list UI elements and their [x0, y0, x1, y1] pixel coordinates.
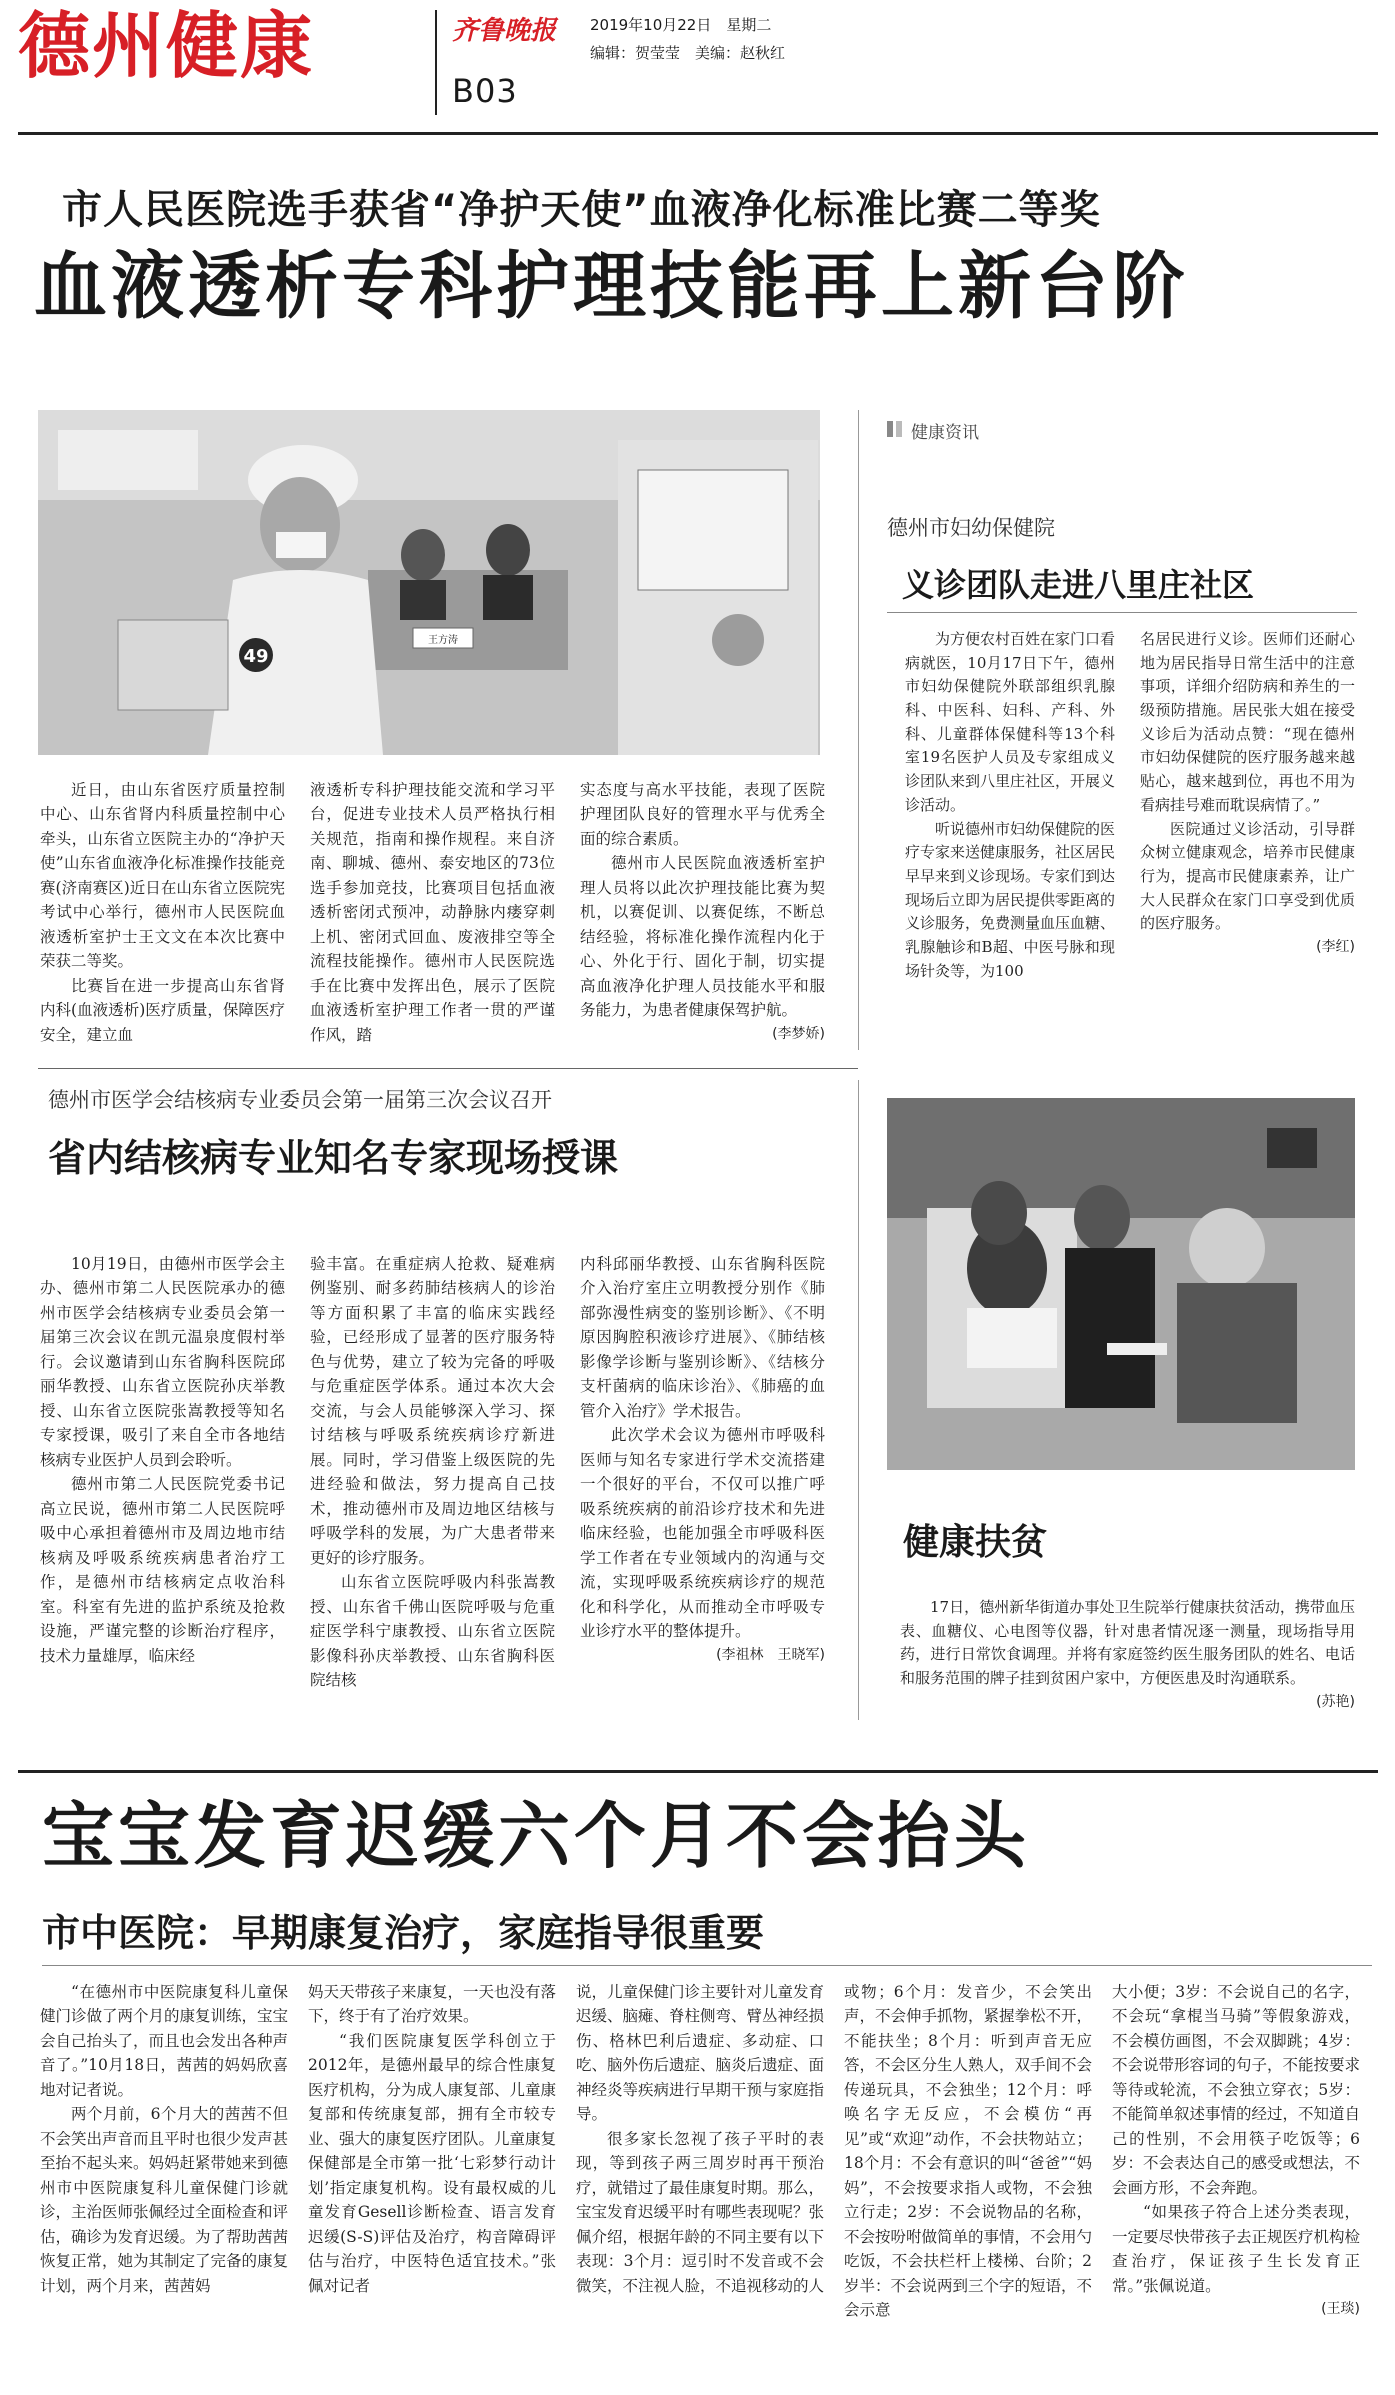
paragraph: 或物；6个月：发音少，不会笑出声，不会伸手抓物，紧握拳松不开，不能扶坐；8个月：听到声音无应答，不会区分生人熟人，双手间不会传递玩具，不会独坐；12个月：呼唤名字无反应，不会模仿“再见”或“欢迎”动作，不会扶物站立；18个月：不会有意识的叫“爸爸”“妈妈”，不会按要求指人或物，不会独立行走；2岁：不会说物品的名称，不会按吩咐做简单的事情，不会用勺吃饭，不会扶栏杆上楼梯、台阶；2岁半：不会说两到三个字的短语，不会示意 [844, 1983, 1092, 2320]
paragraph: “我们医院康复医学科创立于2012年，是德州最早的综合性康复医疗机构，分为成人康复部、儿童康复部和传统康复部，拥有全市较专业、强大的康复医疗团队。儿童康复保健部是全市第一批‘七彩梦行动计划’指定康复机构。设有最权威的儿童发育Gesell诊断检查、语言发育迟缓(S-S)评估及治疗，构音障碍评估与治疗，中医特色适宜技术。”张佩对记者 [308, 2031, 556, 2295]
article2-subtitle: 德州市医学会结核病专业委员会第一届第三次会议召开 [48, 1088, 552, 1112]
paragraph: 液透析专科护理技能交流和学习平台，促进专业技术人员严格执行相关规范，指南和操作规程。来自济南、聊城、德州、泰安地区的73位选手参加竞技，比赛项目包括血液透析密闭式预冲，动静脉内瘘穿刺上机、密闭式回血、废液排空等全流程技能操作。德州市人民医院选手在比赛中发挥出色，展示了医院血液透析室护理工作者一贯的严谨作风，踏 [310, 781, 555, 1044]
sidebar1-subtitle: 德州市妇幼保健院 [887, 516, 1055, 540]
paragraph: 说，儿童保健门诊主要针对儿童发育迟缓、脑瘫、脊柱侧弯、臂丛神经损伤、格林巴利后遗症、多动症、口吃、脑外伤后遗症、脑炎后遗症、面神经炎等疾病进行早期干预与家庭指导。 [576, 1983, 824, 2124]
article3-column-1 [40, 1980, 288, 2385]
paragraph: 比赛旨在进一步提高山东省肾内科(血液透析)医疗质量，保障医疗安全，建立血 [40, 976, 285, 1044]
sidebar1-column-1 [905, 628, 1115, 1048]
paragraph: “如果孩子符合上述分类表现，一定要尽快带孩子去正规医疗机构检查治疗，保证孩子生长发育正常。”张佩说道。 [1112, 2203, 1360, 2295]
sidebar1-column-2 [1140, 628, 1355, 1048]
desk-name-sign: 王方涛 [428, 635, 458, 646]
article3-column-3 [576, 1980, 824, 2385]
column-divider [858, 1080, 859, 1720]
article3-column-2 [308, 1980, 556, 2385]
paragraph: 两个月前，6个月大的茜茜不但不会笑出声音而且平时也很少发声甚至抬不起头来。妈妈赶紧带她来到德州市中医院康复科儿童保健门诊就诊，主治医师张佩经过全面检查和评估，确诊为发育迟缓。为了帮助茜茜恢复正常，她为其制定了完备的康复计划，两个月来，茜茜妈 [40, 2105, 288, 2295]
paragraph: 很多家长忽视了孩子平时的表现，等到孩子两三周岁时再干预治疗，就错过了最佳康复时期。那么，宝宝发育迟缓平时有哪些表现呢？张佩介绍，根据年龄的不同主要有以下表现：3个月：逗引时不发音或不会微笑，不注视人脸，不追视移动的人 [576, 2129, 824, 2295]
column-divider [858, 410, 859, 1050]
article2-column-3 [580, 1252, 825, 1712]
editor-credits: 编辑：贺莹莹 美编：赵秋红 [590, 44, 786, 62]
sidebar2-byline: (苏艳) [1316, 1693, 1355, 1710]
paragraph: 大小便；3岁：不会说自己的名字，不会玩“拿棍当马骑”等假象游戏，不会模仿画图，不会双脚跳；4岁：不会说带形容词的句子，不能按要求等待或轮流，不会独立穿衣；5岁：不能简单叙述事情的经过，不知道自己的性别，不会用筷子吃饭等；6岁：不会表达自己的感受或想法，不会画方形，不会奔跑。 [1112, 1983, 1360, 2197]
paragraph: 实态度与高水平技能，表现了医院护理团队良好的管理水平与优秀全面的综合素质。 [580, 781, 825, 848]
paragraph: 此次学术会议为德州市呼吸科医师与知名专家进行学术交流搭建一个很好的平台，不仅可以推广呼吸系统疾病的前沿诊疗技术和先进临床经验，也能加强全市呼吸科医学工作者在专业领域内的沟通与交流，实现呼吸系统疾病诊疗的规范化和科学化，从而推动全市呼吸专业诊疗水平的整体提升。 [580, 1426, 825, 1641]
section-rule-thick [18, 1770, 1378, 1773]
dialysis-nurse-photo [38, 410, 820, 755]
article1-column-1 [40, 778, 285, 1058]
health-poverty-relief-photo [887, 1098, 1355, 1470]
sidebar-rule [887, 612, 1357, 613]
paragraph: 10月19日，由德州市医学会主办、德州市第二人民医院承办的德州市医学会结核病专业委员会第一届第三次会议在凯元温泉度假村举行。会议邀请到山东省胸科医院邱丽华教授、山东省立医院孙庆举教授、山东省立医院张嵩教授等知名专家授课，吸引了来自全市各地结核病专业医护人员到会聆听。 [40, 1255, 285, 1469]
article1-subtitle: 市人民医院选手获省“净护天使”血液净化标准比赛二等奖 [62, 187, 1101, 233]
health-poverty-relief-photo-art [887, 1098, 1355, 1470]
paragraph: 妈天天带孩子来康复，一天也没有落下，终于有了治疗效果。 [308, 1983, 556, 2026]
paragraph: 近日，由山东省医疗质量控制中心、山东省肾内科质量控制中心牵头，山东省立医院主办的“净护天使”山东省血液净化标准操作技能竞赛(济南赛区)近日在山东省立医院宪考试中心举行，德州市人民医院血液透析室护士王文文在本次比赛中荣获二等奖。 [40, 781, 285, 971]
article3-column-4 [844, 1980, 1092, 2385]
paragraph: 内科邱丽华教授、山东省胸科医院介入治疗室庄立明教授分别作《肺部弥漫性病变的鉴别诊断》、《不明原因胸腔积液诊疗进展》、《肺结核影像学诊断与鉴别诊断》、《结核分支杆菌病的临床诊治》、《肺癌的血管介入治疗》学术报告。 [580, 1255, 825, 1420]
health-poverty-relief-title: 健康扶贫 [903, 1522, 1048, 1563]
section-title: 德州健康 [18, 4, 315, 88]
paragraph: 医院通过义诊活动，引导群众树立健康观念，培养市民健康行为，提高市民健康素养，让广大人民群众在家门口享受到优质的医疗服务。 [1140, 819, 1355, 933]
paragraph: 17日，德州新华街道办事处卫生院举行健康扶贫活动，携带血压表、血糖仪、心电图等仪器，针对患者情况逐一测量，现场指导用药，进行日常饮食调理。并将有家庭签约医生服务团队的姓名、电话和服务范围的牌子挂到贫困户家中，方便医患及时沟通联系。 [900, 1598, 1355, 1688]
masthead-rule [18, 132, 1378, 135]
issue-date: 2019年10月22日 星期二 [590, 16, 772, 34]
article3-title: 宝宝发育迟缓六个月不会抬头 [42, 1794, 1031, 1878]
article2-column-2 [310, 1252, 555, 1712]
dialysis-nurse-photo-art [38, 410, 820, 755]
article3-byline: (王琰) [1321, 2301, 1360, 2318]
section-rule [38, 1068, 858, 1069]
article1-column-2 [310, 778, 555, 1058]
paragraph: 听说德州市妇幼保健院的医疗专家来送健康服务，社区居民早早来到义诊现场。专家们到达现场后立即为居民提供零距离的义诊服务，免费测量血压血糖、乳腺触诊和B超、中医号脉和现场针灸等，为100 [905, 819, 1115, 980]
health-news-tag: 健康资讯 [887, 418, 979, 443]
article2-byline: (李祖林 王晓军) [716, 1646, 825, 1663]
paragraph: 为方便农村百姓在家门口看病就医，10月17日下午，德州市妇幼保健院外联部组织乳腺科、中医科、妇科、产科、外科、儿童群体保健科等13个科室19名医护人员及专家组成义诊团队来到八里庄社区，开展义诊活动。 [905, 630, 1115, 814]
article3-column-5 [1112, 1980, 1360, 2385]
paragraph: 验丰富。在重症病人抢救、疑难病例鉴别、耐多药肺结核病人的诊治等方面积累了丰富的临床实践经验，已经形成了显著的医疗服务特色与优势，建立了较为完备的呼吸与危重症医学体系。通过本次大会交流，与会人员能够深入学习、探讨结核与呼吸系统疾病诊疗新进展。同时，学习借鉴上级医院的先进经验和做法，努力提高自己技术，推动德州市及周边地区结核与呼吸学科的发展，为广大患者带来更好的诊疗服务。 [310, 1255, 555, 1567]
article1-column-3 [580, 778, 825, 1058]
sidebar1-title: 义诊团队走进八里庄社区 [902, 566, 1255, 604]
sidebar1-byline: (李红) [1316, 938, 1355, 955]
paragraph: 名居民进行义诊。医师们还耐心地为居民指导日常生活中的注意事项，详细介绍防病和养生的一级预防措施。居民张大姐在接受义诊后为活动点赞：“现在德州市妇幼保健院的医疗服务越来越贴心，越来越到位，再也不用为看病挂号难而耽误病情了。” [1140, 630, 1355, 814]
article2-title: 省内结核病专业知名专家现场授课 [48, 1136, 619, 1180]
article3-subtitle: 市中医院：早期康复治疗，家庭指导很重要 [42, 1911, 765, 1955]
paragraph: 德州市人民医院血液透析室护理人员将以此次护理技能比赛为契机，以赛促训、以赛促练，不断总结经验，将标准化操作流程内化于心、外化于行、固化于制，切实提高血液净化护理人员技能水平和服务能力，为患者健康保驾护航。 [580, 854, 825, 1020]
bib-number: 49 [243, 646, 269, 667]
paragraph: 山东省立医院呼吸内科张嵩教授、山东省千佛山医院呼吸与危重症医学科宁康教授、山东省立医院影像科孙庆举教授、山东省胸科医院结核 [310, 1573, 555, 1690]
article1-title: 血液透析专科护理技能再上新台阶 [34, 244, 1189, 329]
article3-rule [42, 1965, 1372, 1966]
paragraph: “在德州市中医院康复科儿童保健门诊做了两个月的康复训练，宝宝会自己抬头了，而且也会发出各种声音了。”10月18日，茜茜的妈妈欣喜地对记者说。 [40, 1983, 288, 2099]
masthead-divider [435, 10, 437, 115]
article2-column-1 [40, 1252, 285, 1712]
article1-byline: (李梦娇) [772, 1025, 825, 1042]
sidebar2-body [900, 1596, 1355, 1716]
paragraph: 德州市第二人民医院党委书记高立民说，德州市第二人民医院呼吸中心承担着德州市及周边地市结核病及呼吸系统疾病患者治疗工作，是德州市结核病定点收治科室。科室有先进的监护系统及抢救设施，严谨完整的诊断治疗程序，技术力量雄厚，临床经 [40, 1475, 285, 1665]
paper-name: 齐鲁晚报 [452, 16, 557, 46]
page-number: B03 [452, 72, 518, 110]
